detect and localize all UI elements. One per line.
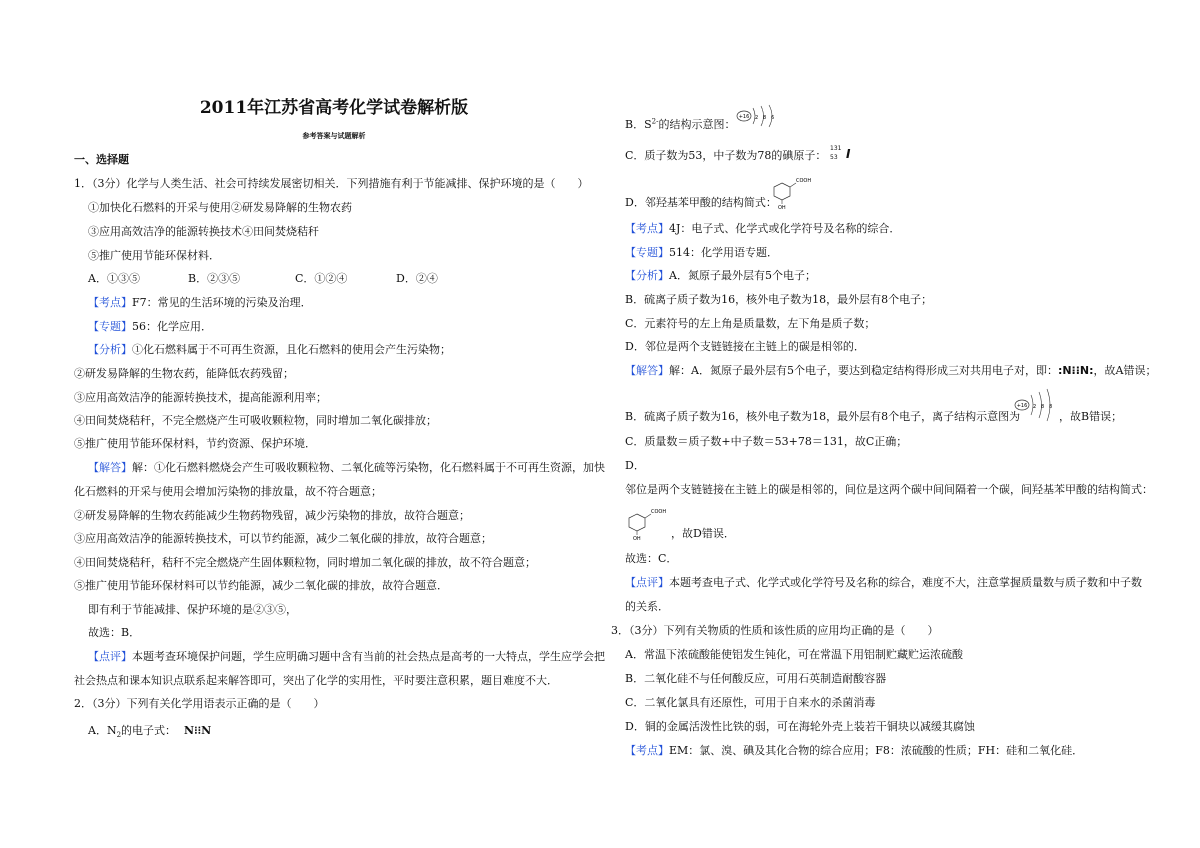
dianping-tag: 【点评】 [625, 576, 669, 589]
q1-jieda-line: 化石燃料的开采与使用会增加污染物的排放量，故不符合题意； [74, 485, 382, 498]
jieda-b-post: ，故B错误； [1059, 410, 1123, 423]
struct-label-oh: OH [778, 205, 786, 209]
q2-dianping [625, 576, 1142, 590]
q1-item: ③应用高效洁净的能源转换技术④田间焚烧秸秆 [88, 225, 319, 238]
q2-option-a-label: 的电子式： [121, 724, 177, 737]
q1-dianping-line: 社会热点和课本知识点联系起来解答即可，突出了化学的实用性，平时要注意积累，题目难度不大． [74, 674, 558, 687]
atomic-number: 53 [830, 154, 838, 161]
q2-jieda-line: C．质量数＝质子数+中子数＝53+78＝131，故C正确； [625, 435, 908, 448]
jieda-tag: 【解答】 [88, 461, 132, 474]
q1-jieda [88, 461, 605, 475]
fenxi-text: A．氮原子最外层有5个电子； [669, 269, 816, 282]
jieda-text-post: ，故A错误； [1093, 364, 1157, 377]
n2-electron-formula: N⁝⁝N [184, 724, 212, 737]
q2-option-d: D．邻羟基苯甲酸的结构简式： [625, 196, 777, 209]
element-symbol: I [846, 147, 851, 161]
section-heading: 一、选择题 [74, 153, 129, 166]
zhuanti-tag: 【专题】 [88, 320, 132, 333]
q2-option-b-prefix: B．S [625, 118, 652, 131]
diagram-shell: 2 [755, 115, 759, 121]
q2-jieda-line: 故选：C． [625, 552, 678, 565]
fenxi-tag: 【分析】 [625, 269, 669, 282]
q1-jieda-line: ②研发易降解的生物农药能减少生物药物残留，减少污染物的排放，故符合题意； [74, 509, 470, 522]
fenxi-text: ①化石燃料属于不可再生资源，且化石燃料的使用会产生污染物； [132, 343, 451, 356]
sulfur-ion-structure-diagram-icon [735, 103, 779, 129]
struct-label-cooh: COOH [796, 178, 812, 184]
mass-number: 131 [830, 145, 842, 152]
kaodian-text: F7：常见的生活环境的污染及治理． [132, 296, 312, 309]
q1-item: ⑤推广使用节能环保材料． [88, 249, 220, 262]
sulfide-ion-structure-diagram-icon [1012, 385, 1058, 425]
zhuanti-text: 514：化学用语专题． [669, 246, 778, 259]
q2-dianping-line: 的关系． [625, 600, 669, 613]
q1-fenxi-line: ③应用高效洁净的能源转换技术，提高能源利用率； [74, 391, 327, 404]
diagram-shell: 8 [1049, 404, 1053, 410]
q2-option-b [625, 118, 735, 132]
q1-fenxi-line: ④田间焚烧秸秆，不完全燃烧产生可吸收颗粒物，同时增加二氧化碳排放； [74, 414, 437, 427]
q2-fenxi-line: C．元素符号的左上角是质量数，左下角是质子数； [625, 317, 876, 330]
q2-option-c: C．质子数为53，中子数为78的碘原子： [625, 149, 827, 162]
q1-jieda-line: ③应用高效洁净的能源转换技术，可以节约能源，减少二氧化碳的排放，故符合题意； [74, 532, 492, 545]
q2-zhuanti [625, 246, 778, 260]
diagram-nucleus: +16 [738, 114, 750, 120]
q3-option-a: A．常温下浓硫酸能使铝发生钝化，可在常温下用铝制贮藏贮运浓硫酸 [625, 648, 963, 661]
q2-option-b-sup: 2- [651, 117, 659, 126]
dianping-tag: 【点评】 [88, 650, 132, 663]
document-title: 2011年江苏省高考化学试卷解析版 [199, 98, 469, 118]
q2-fenxi-line: B．硫离子质子数为16，核外电子数为18，最外层有8个电子； [625, 293, 933, 306]
q3-option-d: D．铜的金属活泼性比铁的弱，可在海轮外壳上装若干铜块以减缓其腐蚀 [625, 720, 975, 733]
q1-option-d: D．②④ [396, 272, 438, 285]
q2-option-b-label: 的结构示意图： [658, 118, 736, 131]
zhuanti-text: 56：化学应用． [132, 320, 212, 333]
diagram-shell: 8 [763, 115, 767, 121]
diagram-nucleus: +16 [1016, 403, 1028, 409]
q2-jieda [625, 364, 1156, 378]
struct-label-cooh: COOH [651, 509, 667, 515]
q1-zhuanti [88, 320, 212, 334]
q2-option-a-prefix: A．N [88, 724, 117, 737]
q3-option-c: C．二氧化氯具有还原性，可用于自来水的杀菌消毒 [625, 696, 876, 709]
dianping-text: 本题考查环境保护问题，学生应明确习题中含有当前的社会热点是高考的一大特点，学生应学会把 [132, 650, 605, 663]
document-subtitle: 参考答案与试题解析 [302, 131, 366, 140]
n2-lewis-formula: :N⁝⁝N: [1057, 364, 1094, 377]
q2-jieda-line: D． [625, 459, 645, 472]
kaodian-tag: 【考点】 [625, 222, 669, 235]
q1-kaodian [88, 296, 312, 310]
kaodian-tag: 【考点】 [625, 744, 669, 757]
zhuanti-tag: 【专题】 [625, 246, 669, 259]
q2-option-a [88, 724, 211, 738]
q2-jieda-b [625, 410, 1020, 424]
q1-jieda-line: 即有利于节能减排、保护环境的是②③⑤， [88, 603, 297, 616]
fenxi-tag: 【分析】 [88, 343, 132, 356]
q1-jieda-line: ⑤推广使用节能环保材料可以节约能源，减少二氧化碳的排放，故符合题意． [74, 579, 448, 592]
q1-option-b: B．②③⑤ [188, 272, 241, 285]
q2-jieda-line: 邻位是两个支链链接在主链上的碳是相邻的，间位是这两个碳中间间隔着一个碳，间羟基苯甲酸的结构简式： [625, 483, 1153, 496]
q2-jieda-line: ，故D错误． [671, 527, 735, 540]
q1-jieda-line: ④田间焚烧秸秆，秸秆不完全燃烧产生固体颗粒物，同时增加二氧化碳的排放，故不符合题意； [74, 556, 536, 569]
iodine-nuclide-symbol [830, 145, 860, 165]
q1-option-c: C．①②④ [295, 272, 348, 285]
kaodian-tag: 【考点】 [88, 296, 132, 309]
kaodian-text: 4J：电子式、化学式或化学符号及名称的综合． [669, 222, 901, 235]
q3-kaodian [625, 744, 1083, 758]
q3-option-b: B．二氧化硅不与任何酸反应，可用石英制造耐酸容器 [625, 672, 887, 685]
q1-fenxi [88, 343, 451, 357]
jieda-text: 解：A．氮原子最外层有5个电子，要达到稳定结构得形成三对共用电子对，即： [669, 364, 1058, 377]
diagram-shell: 8 [1041, 404, 1045, 410]
q1-dianping [88, 650, 605, 664]
struct-label-oh: OH [633, 536, 641, 541]
q2-stem: 2．（3分）下列有关化学用语表示正确的是（ ） [74, 697, 325, 710]
q1-option-a: A．①③⑤ [88, 272, 140, 285]
q1-fenxi-line: ⑤推广使用节能环保材料，节约资源、保护环境． [74, 437, 316, 450]
benzene-ring-structure-icon [770, 175, 818, 209]
q1-fenxi-line: ②研发易降解的生物农药，能降低农药残留； [74, 367, 294, 380]
q1-item: ①加快化石燃料的开采与使用②研发易降解的生物农药 [88, 201, 352, 214]
dianping-text: 本题考查电子式、化学式或化学符号及名称的综合，难度不大，注意掌握质量数与质子数和中子数 [669, 576, 1142, 589]
q3-stem: 3．（3分）下列有关物质的性质和该性质的应用均正确的是（ ） [611, 624, 939, 637]
q1-stem: 1．（3分）化学与人类生活、社会可持续发展密切相关．下列措施有利于节能减排、保护环境的是（ ） [74, 177, 589, 190]
kaodian-text: EM：氯、溴、碘及其化合物的综合应用；F8：浓硫酸的性质；FH：硅和二氧化硅． [669, 744, 1084, 757]
q2-option-a-sub: 2 [116, 731, 122, 740]
diagram-shell: 2 [1033, 404, 1037, 410]
q1-jieda-line: 故选：B． [88, 626, 141, 639]
jieda-tag: 【解答】 [625, 364, 669, 377]
jieda-text: 解：①化石燃料燃烧会产生可吸收颗粒物、二氧化硫等污染物，化石燃料属于不可再生资源，加快 [132, 461, 605, 474]
q2-fenxi [625, 269, 816, 283]
q2-fenxi-line: D．邻位是两个支链链接在主链上的碳是相邻的． [625, 340, 865, 353]
jieda-b-text: B．硫离子质子数为16，核外电子数为18，最外层有8个电子，离子结构示意图为 [625, 410, 1021, 423]
diagram-shell: 6 [771, 115, 775, 121]
benzene-ring-structure-icon [625, 505, 673, 541]
q2-kaodian [625, 222, 900, 236]
